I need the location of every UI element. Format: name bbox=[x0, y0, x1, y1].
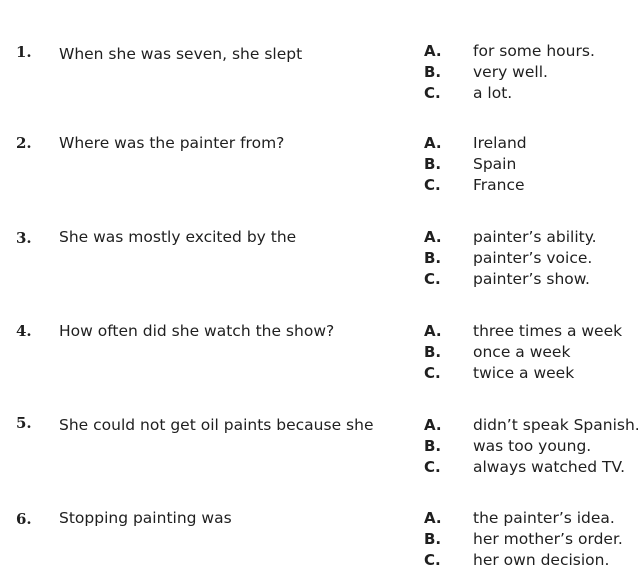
option-text: painter’s voice. bbox=[473, 249, 593, 267]
option-letter: C. bbox=[424, 84, 441, 102]
question-text: Stopping painting was bbox=[59, 509, 232, 527]
option-text: the painter’s idea. bbox=[473, 509, 615, 527]
option-letter: B. bbox=[424, 155, 442, 173]
question-number: 2. bbox=[16, 134, 32, 152]
option-text: Ireland bbox=[473, 134, 527, 152]
option-letter: C. bbox=[424, 270, 441, 288]
question-text: How often did she watch the show? bbox=[59, 322, 335, 340]
question-text: She could not get oil paints because she bbox=[59, 416, 374, 434]
option-letter: A. bbox=[424, 134, 442, 152]
option-text: always watched TV. bbox=[473, 458, 626, 476]
option-letter: C. bbox=[424, 176, 441, 194]
option-text: very well. bbox=[473, 63, 548, 81]
option-letter: A. bbox=[424, 509, 442, 527]
option-text: Spain bbox=[473, 155, 517, 173]
option-letter: B. bbox=[424, 530, 442, 548]
option-text: three times a week bbox=[473, 322, 623, 340]
option-letter: C. bbox=[424, 551, 441, 569]
option-text: her mother’s order. bbox=[473, 530, 623, 548]
option-text: once a week bbox=[473, 343, 571, 361]
option-letter: A. bbox=[424, 228, 442, 246]
option-letter: B. bbox=[424, 343, 442, 361]
option-text: for some hours. bbox=[473, 42, 595, 60]
question-text: Where was the painter from? bbox=[59, 134, 285, 152]
option-text: didn’t speak Spanish. bbox=[473, 416, 640, 434]
option-text: painter’s show. bbox=[473, 270, 590, 288]
option-letter: B. bbox=[424, 63, 442, 81]
question-number: 4. bbox=[16, 322, 32, 340]
question-number: 6. bbox=[16, 510, 32, 528]
question-number: 3. bbox=[16, 229, 32, 247]
question-text: She was mostly excited by the bbox=[59, 228, 297, 246]
option-text: a lot. bbox=[473, 84, 513, 102]
option-letter: A. bbox=[424, 42, 442, 60]
option-text: painter’s ability. bbox=[473, 228, 597, 246]
question-text: When she was seven, she slept bbox=[59, 45, 303, 63]
option-letter: C. bbox=[424, 458, 441, 476]
option-letter: C. bbox=[424, 364, 441, 382]
option-text: her own decision. bbox=[473, 551, 610, 569]
option-letter: A. bbox=[424, 322, 442, 340]
option-text: France bbox=[473, 176, 525, 194]
option-letter: B. bbox=[424, 249, 442, 267]
option-text: twice a week bbox=[473, 364, 575, 382]
option-letter: A. bbox=[424, 416, 442, 434]
question-number: 1. bbox=[16, 43, 32, 61]
option-letter: B. bbox=[424, 437, 442, 455]
option-text: was too young. bbox=[473, 437, 592, 455]
question-number: 5. bbox=[16, 414, 32, 432]
